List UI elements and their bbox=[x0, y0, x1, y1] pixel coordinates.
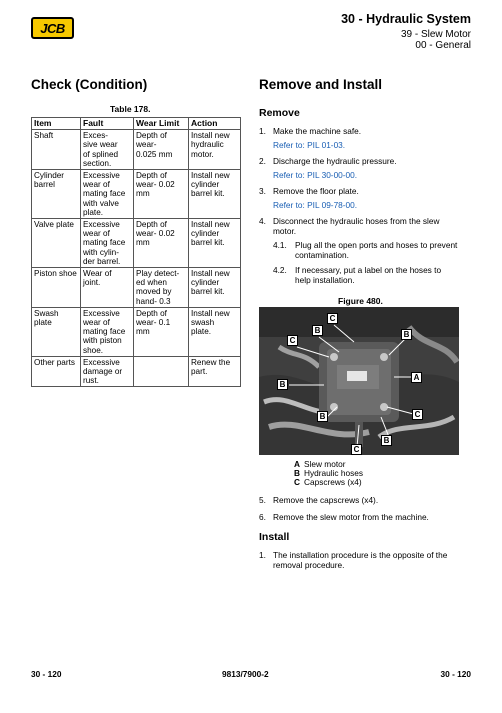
footer-page-left: 30 - 120 bbox=[31, 669, 62, 679]
step-number: 3. bbox=[259, 186, 266, 196]
step bbox=[259, 156, 459, 166]
table-cell: Play detect- ed when moved by hand- 0.3 bbox=[134, 268, 189, 308]
column-header: Item bbox=[32, 118, 81, 130]
reference-link[interactable]: Refer to: PIL 30-00-00. bbox=[273, 170, 358, 180]
step-number: 1. bbox=[259, 550, 266, 560]
column-header: Wear Limit bbox=[134, 118, 189, 130]
table-cell: Cylinder barrel bbox=[32, 170, 81, 219]
reference-link[interactable]: Refer to: PIL 09-78-00. bbox=[273, 200, 358, 210]
table-cell: Install new cylinder barrel kit. bbox=[189, 170, 241, 219]
step-text: Make the machine safe. bbox=[273, 126, 362, 136]
logo-text: JCB bbox=[40, 20, 65, 36]
table-row bbox=[32, 307, 241, 356]
table-cell: Install new cylinder barrel kit. bbox=[189, 219, 241, 268]
substep-text: If necessary, put a label on the hoses to help installation. bbox=[295, 265, 442, 285]
substep-number: 4.1. bbox=[273, 240, 287, 250]
jcb-logo bbox=[31, 17, 74, 39]
callout-label: B bbox=[312, 325, 323, 336]
table-row bbox=[32, 170, 241, 219]
table-cell: Valve plate bbox=[32, 219, 81, 268]
table-cell: Excessive wear of mating face with piston shoe. bbox=[81, 307, 134, 356]
step bbox=[259, 512, 459, 522]
table-cell: Excessive wear of mating face with valve plate. bbox=[81, 170, 134, 219]
legend-key: A bbox=[294, 459, 300, 469]
step-number: 4. bbox=[259, 216, 266, 226]
table-cell: Depth of wear- 0.1 mm bbox=[134, 307, 189, 356]
callout-label: C bbox=[351, 444, 362, 455]
legend-text: Hydraulic hoses bbox=[304, 468, 364, 478]
legend-key: C bbox=[294, 477, 300, 487]
substep bbox=[273, 265, 459, 285]
table-row bbox=[32, 130, 241, 170]
substep-text: Plug all the open ports and hoses to prevent contamination. bbox=[295, 240, 458, 260]
table-row bbox=[32, 268, 241, 308]
step-number: 1. bbox=[259, 126, 266, 136]
table-row bbox=[32, 219, 241, 268]
legend-text: Capscrews (x4) bbox=[304, 477, 362, 487]
remove-install-heading: Remove and Install bbox=[259, 77, 383, 92]
step-number: 5. bbox=[259, 495, 266, 505]
condition-table bbox=[31, 117, 241, 387]
table-cell: Install new swash plate. bbox=[189, 307, 241, 356]
table-cell: Swash plate bbox=[32, 307, 81, 356]
step-text: Remove the capscrews (x4). bbox=[273, 495, 379, 505]
table-header-row bbox=[32, 118, 241, 130]
slew-motor-photo bbox=[259, 307, 459, 455]
step-text: Remove the floor plate. bbox=[273, 186, 359, 196]
table-cell: Install new cylinder barrel kit. bbox=[189, 268, 241, 308]
table-cell: Wear of joint. bbox=[81, 268, 134, 308]
callout-label: B bbox=[317, 411, 328, 422]
callout-label: B bbox=[381, 435, 392, 446]
table-cell: Shaft bbox=[32, 130, 81, 170]
step-text: Discharge the hydraulic pressure. bbox=[273, 156, 397, 166]
remove-heading: Remove bbox=[259, 107, 300, 119]
legend-text: Slew motor bbox=[304, 459, 346, 469]
table-cell: Depth of wear- 0.02 mm bbox=[134, 219, 189, 268]
subsection-title: 39 - Slew Motor bbox=[400, 29, 471, 40]
callout-label: C bbox=[327, 313, 338, 324]
substep bbox=[273, 240, 459, 260]
step bbox=[259, 550, 459, 570]
figure-caption: Figure 480. bbox=[338, 296, 383, 306]
step-text: Disconnect the hydraulic hoses from the slew motor. bbox=[273, 216, 440, 236]
check-condition-heading: Check (Condition) bbox=[31, 77, 148, 92]
table-cell: Excessive wear of mating face with cylin- der barrel. bbox=[81, 219, 134, 268]
step-text: The installation procedure is the opposite of the removal procedure. bbox=[273, 550, 448, 570]
table-cell: Other parts bbox=[32, 356, 81, 387]
step bbox=[259, 186, 459, 196]
reference-link[interactable]: Refer to: PIL 01-03. bbox=[273, 140, 346, 150]
subsubsection-title: 00 - General bbox=[415, 40, 471, 51]
photo-illustration bbox=[259, 307, 459, 455]
callout-label: B bbox=[401, 329, 412, 340]
step-text: Remove the slew motor from the machine. bbox=[273, 512, 429, 522]
callout-label: A bbox=[411, 372, 422, 383]
callout-label: B bbox=[277, 379, 288, 390]
table-cell bbox=[134, 356, 189, 387]
step bbox=[259, 216, 459, 236]
table-cell: Renew the part. bbox=[189, 356, 241, 387]
callout-label: C bbox=[412, 409, 423, 420]
install-heading: Install bbox=[259, 531, 290, 543]
step-number: 6. bbox=[259, 512, 266, 522]
substep-number: 4.2. bbox=[273, 265, 287, 275]
step bbox=[259, 495, 459, 505]
callout-label: C bbox=[287, 335, 298, 346]
step-number: 2. bbox=[259, 156, 266, 166]
table-cell: Depth of wear- 0.025 mm bbox=[134, 130, 189, 170]
footer-page-right: 30 - 120 bbox=[440, 669, 471, 679]
table-cell: Depth of wear- 0.02 mm bbox=[134, 170, 189, 219]
legend-key: B bbox=[294, 468, 300, 478]
table-cell: Piston shoe bbox=[32, 268, 81, 308]
table-caption: Table 178. bbox=[110, 104, 151, 114]
table-cell: Install new hydraulic motor. bbox=[189, 130, 241, 170]
table-cell: Excessive damage or rust. bbox=[81, 356, 134, 387]
column-header: Action bbox=[189, 118, 241, 130]
column-header: Fault bbox=[81, 118, 134, 130]
footer-doc-number: 9813/7900-2 bbox=[222, 669, 269, 679]
table-row bbox=[32, 356, 241, 387]
section-title: 30 - Hydraulic System bbox=[341, 12, 471, 26]
legend-item bbox=[294, 478, 362, 487]
table-cell: Exces- sive wear of splined section. bbox=[81, 130, 134, 170]
step bbox=[259, 126, 459, 136]
